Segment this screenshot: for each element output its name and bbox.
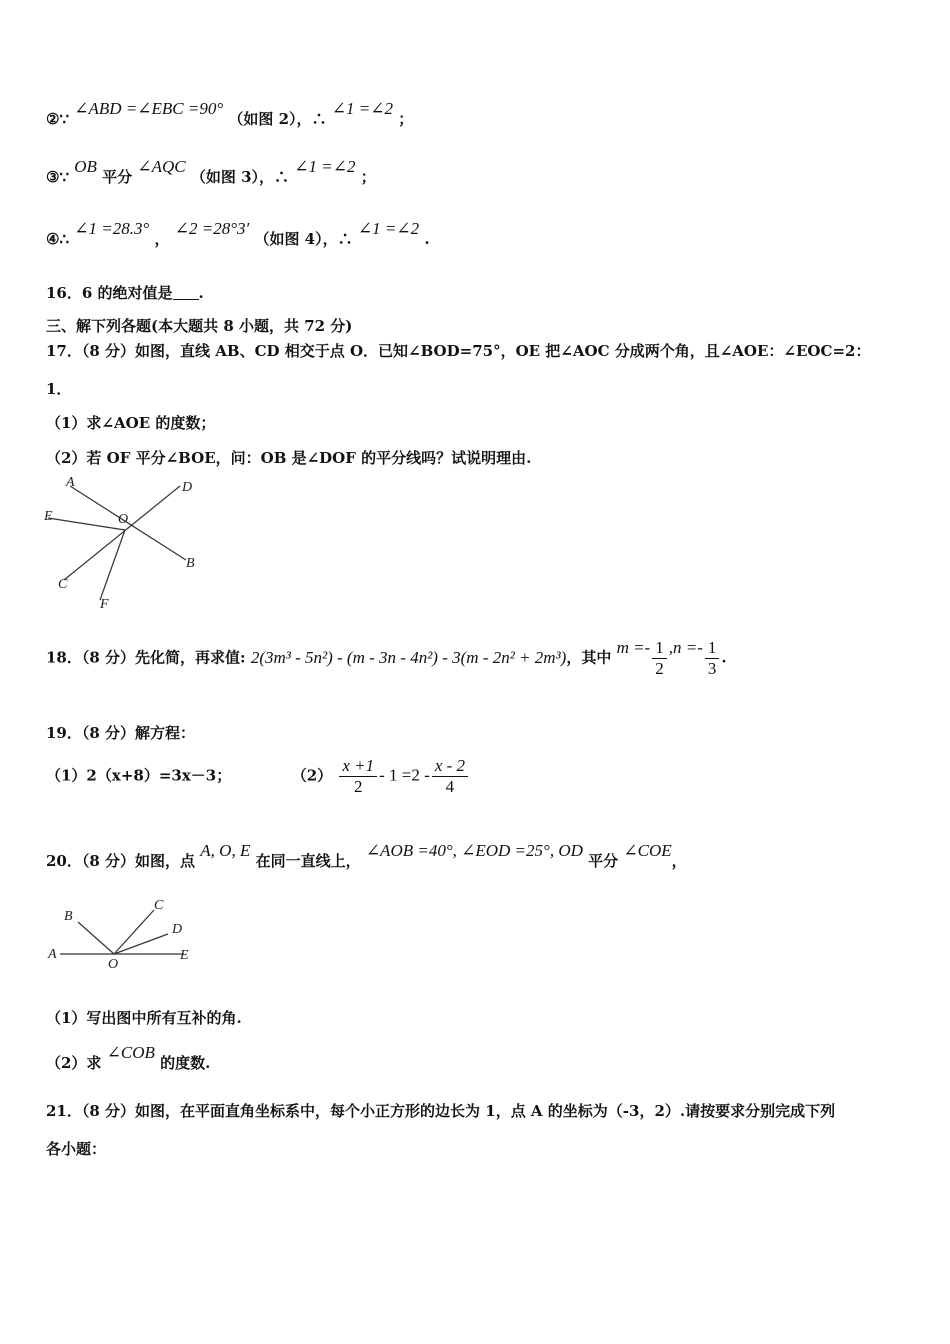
label-e: E <box>180 948 189 963</box>
label-o: O <box>108 957 119 972</box>
question-20-end: ， <box>671 852 687 870</box>
question-16-text: 16．6 的绝对值是 <box>46 284 173 302</box>
item-3-mid: 平分 <box>102 168 133 186</box>
question-17-sub1: （1）求∠AOE 的度数； <box>46 414 216 432</box>
item-2-marker: ②∵ <box>46 110 69 128</box>
m-numerator: 1 <box>652 638 667 659</box>
item-3-end: ； <box>360 168 376 186</box>
question-20-sub2 <box>46 1043 211 1073</box>
item-4 <box>46 219 430 249</box>
item-3-ref: （如图 3），∴ <box>190 168 290 186</box>
n-numerator: 1 <box>705 638 720 659</box>
question-19-sub2-label: （2） <box>291 766 333 785</box>
label-e: E <box>44 509 53 524</box>
label-c: C <box>154 898 164 913</box>
item-4-end: . <box>424 230 430 248</box>
question-20-sub2-angle: ∠COB <box>106 1043 155 1062</box>
question-17-line1: 17．（8 分）如图，直线 AB、CD 相交于点 O．已知∠BOD=75°，OE 把∠AOC 分成两个角，且∠AOE：∠EOC=2： <box>46 342 871 360</box>
question-20-bisect: 平分 <box>588 852 619 870</box>
figure-intersecting-lines <box>40 472 210 614</box>
fraction-2 <box>432 756 468 797</box>
ray-oc <box>114 910 154 954</box>
n-denominator: 3 <box>707 659 717 678</box>
item-3-cond-a: OB <box>74 157 97 176</box>
fraction-2-denominator: 4 <box>445 777 455 796</box>
item-2 <box>46 99 414 129</box>
question-20-angles: ∠AOB =40°, ∠EOD =25°, OD <box>365 841 583 860</box>
item-3 <box>46 157 376 187</box>
question-20-sub2-a: （2）求 <box>46 1054 102 1072</box>
question-16 <box>46 282 204 303</box>
label-d: D <box>172 922 183 937</box>
question-20 <box>46 841 687 871</box>
item-4-conclusion: ∠1 =∠2 <box>357 219 420 238</box>
question-19-subs <box>46 756 470 797</box>
n-fraction <box>705 638 720 679</box>
label-a: A <box>48 947 57 962</box>
fraction-1-denominator: 2 <box>354 777 363 796</box>
item-3-conclusion: ∠1 =∠2 <box>294 157 356 176</box>
question-18-prefix: 18．（8 分）先化简，再求值: <box>46 648 246 667</box>
question-20-sub2-c: 的度数. <box>160 1054 211 1072</box>
answer-blank <box>173 285 199 300</box>
label-b: B <box>186 556 195 571</box>
item-4-cond-a: ∠1 =28.3° <box>74 219 150 238</box>
question-20-prefix: 20．（8 分）如图，点 <box>46 852 196 870</box>
question-19-title: 19．（8 分）解方程： <box>46 724 196 742</box>
label-f: F <box>100 597 109 612</box>
question-21-line2: 各小题： <box>46 1140 107 1158</box>
fraction-1 <box>339 756 377 797</box>
equation-middle: - 1 =2 - <box>379 765 430 785</box>
question-21-line1: 21．（8 分）如图，在平面直角坐标系中，每个小正方形的边长为 1，点 A 的坐标为（-3，2）.请按要求分别完成下列 <box>46 1102 836 1120</box>
question-16-end: . <box>198 284 204 302</box>
question-20-mid: 在同一直线上， <box>255 852 361 870</box>
question-20-points: A, O, E <box>200 841 251 860</box>
label-b: B <box>64 909 73 924</box>
n-value-lhs: ,n =- <box>668 637 703 657</box>
question-18-expression: 2(3m³ - 5n²) - (m - 3n - 4n²) - 3(m - 2n² + 2m³) <box>250 647 567 667</box>
ray-od <box>114 934 168 954</box>
question-18-end: . <box>721 648 727 667</box>
ray-ob <box>78 922 114 954</box>
item-3-marker: ③∵ <box>46 168 69 186</box>
fraction-1-numerator: x +1 <box>339 756 377 777</box>
item-2-end: ； <box>398 110 414 128</box>
label-d: D <box>182 480 193 495</box>
question-17-line2: 1． <box>46 380 72 398</box>
m-denominator: 2 <box>655 659 664 678</box>
item-2-ref: （如图 2），∴ <box>228 110 327 128</box>
fraction-2-numerator: x - 2 <box>432 756 468 777</box>
ray-oe <box>48 518 125 530</box>
question-20-coe: ∠COE <box>623 841 672 860</box>
item-4-marker: ④∴ <box>46 230 69 248</box>
item-3-cond-b: ∠AQC <box>137 157 186 176</box>
label-a: A <box>66 475 75 490</box>
question-18 <box>46 638 727 679</box>
question-17-sub2: （2）若 OF 平分∠BOE，问：OB 是∠DOF 的平分线吗？试说明理由. <box>46 449 532 467</box>
question-19-sub1: （1）2（x+8）=3x－3； <box>46 766 232 785</box>
label-o: O <box>118 512 129 527</box>
section-heading: 三、解下列各题(本大题共 8 小题，共 72 分) <box>46 317 353 335</box>
m-value-lhs: m =- <box>616 637 651 657</box>
label-c: C <box>58 577 68 592</box>
item-4-cond-b: ∠2 =28°3′ <box>174 219 250 238</box>
item-2-conclusion: ∠1 =∠2 <box>331 99 393 118</box>
item-2-condition: ∠ABD =∠EBC =90° <box>74 99 224 118</box>
question-18-mid: ，其中 <box>566 648 612 667</box>
item-4-sep: ， <box>154 230 170 248</box>
figure-rays <box>44 892 204 976</box>
m-fraction <box>652 638 667 679</box>
line-cd <box>64 486 180 580</box>
item-4-ref: （如图 4），∴ <box>254 230 353 248</box>
question-20-sub1: （1）写出图中所有互补的角. <box>46 1009 242 1027</box>
